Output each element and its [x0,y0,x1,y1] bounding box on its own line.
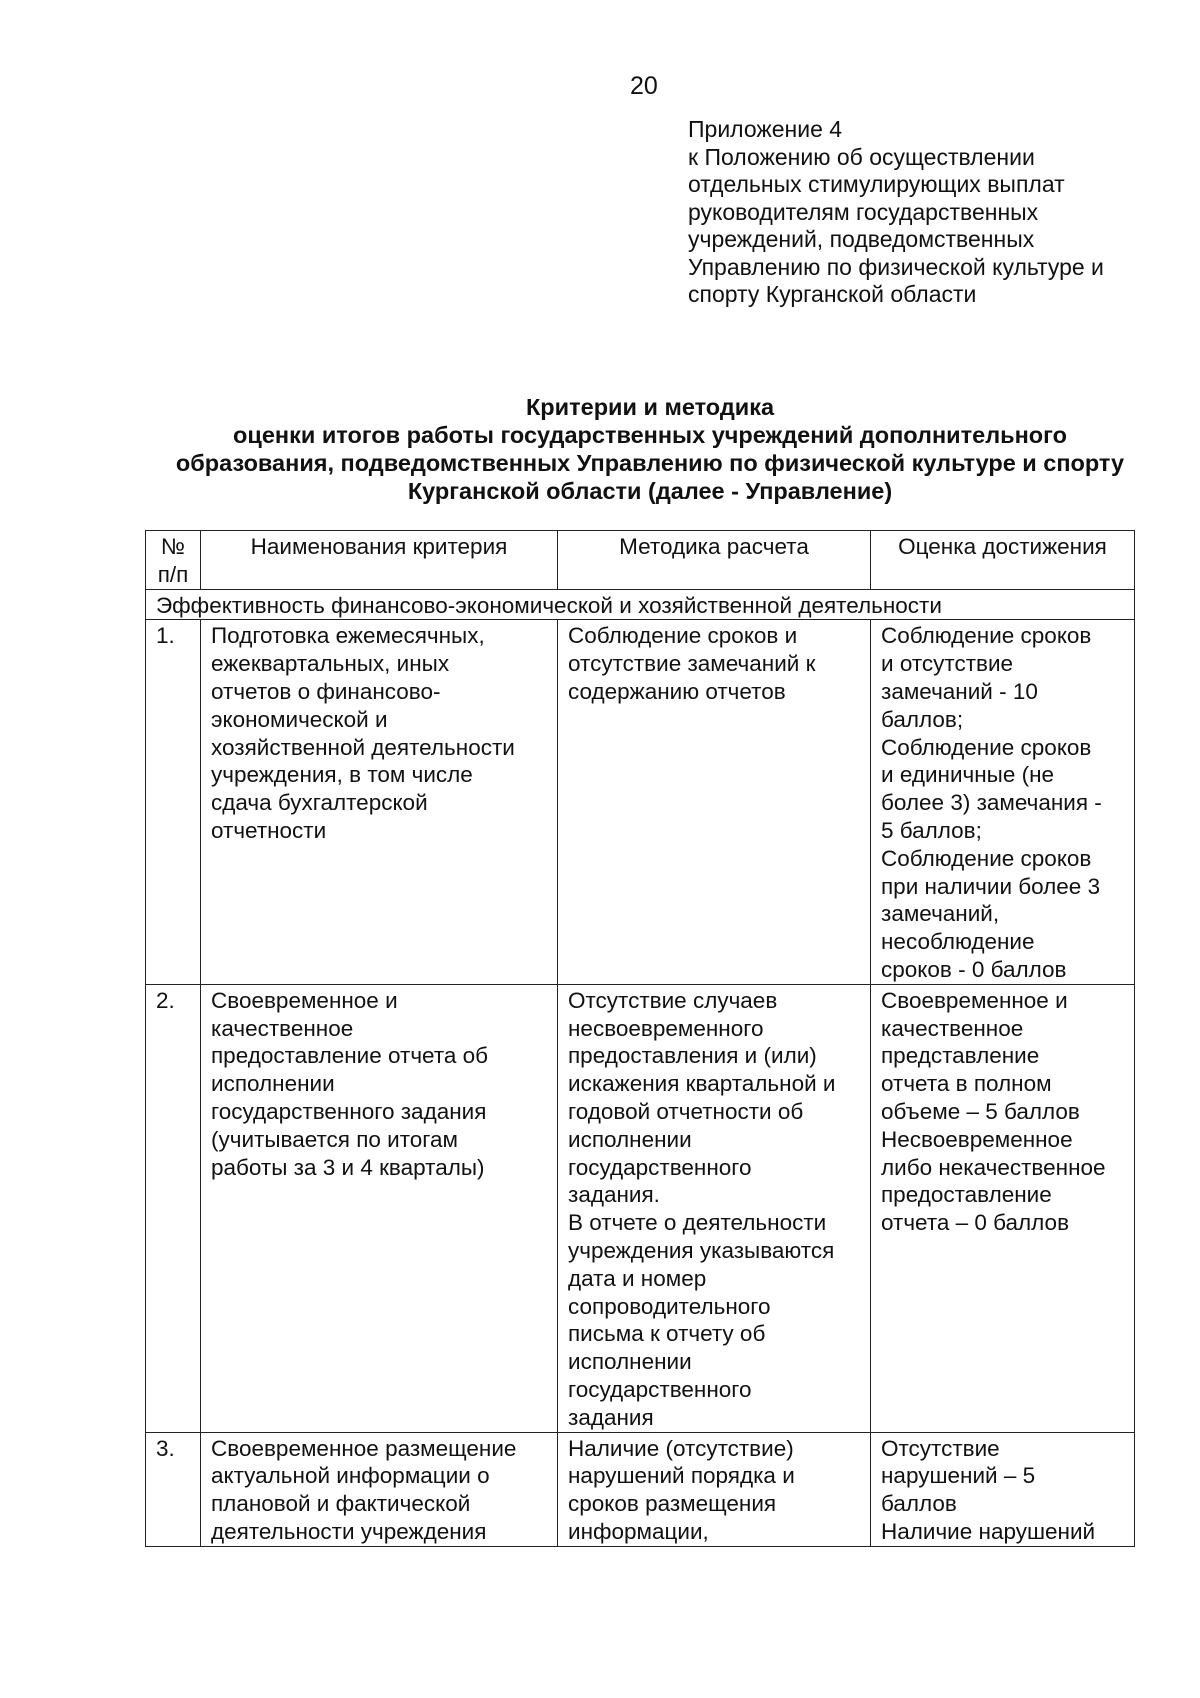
cell-line: отчета в полном [881,1071,1052,1097]
cell-line: (учитывается по итогам [211,1126,459,1152]
table-header-row [146,531,1135,590]
criteria-table [145,530,1135,1547]
cell-line: Несвоевременное [881,1126,1073,1152]
assessment-cell [871,1432,1135,1546]
cell-line: предоставление отчета об [211,1043,489,1069]
row-number: 1. [146,620,201,984]
cell-line: работы за 3 и 4 кварталы) [211,1154,485,1180]
cell-line: письма к отчету об [568,1321,766,1347]
header-method [558,531,871,590]
document-title [100,393,1200,505]
cell-line: несоблюдение [881,929,1035,955]
cell-line: государственного [568,1154,752,1180]
cell-line: Соблюдение сроков [881,845,1092,871]
cell-line: баллов; [881,706,964,732]
cell-line: государственного [568,1376,752,1402]
cell-line: сдача бухгалтерской [211,790,428,816]
title-line: Критерии и методика [525,394,775,420]
cell-line: предоставления и (или) [568,1043,817,1069]
cell-line: сроков размещения [568,1491,777,1517]
cell-line: В отчете о деятельности [568,1210,827,1236]
cell-line: задания [568,1404,654,1430]
cell-line: нарушений – 5 [881,1463,1036,1489]
annex-line: отдельных стимулирующих выплат [688,171,1065,197]
annex-line: спорту Курганской области [688,281,977,307]
cell-line: исполнении [568,1126,692,1152]
cell-line: хозяйственной деятельности [211,734,515,760]
cell-line: Подготовка ежемесячных, [211,623,485,649]
method-cell [558,1432,871,1546]
title-line: образования, подведомственных Управлению по физической культуре и спорту [175,450,1125,476]
cell-line: актуальной информации о [211,1463,490,1489]
annex-header [688,116,1188,309]
table-row [146,620,1135,984]
cell-line: Соблюдение сроков [881,623,1092,649]
assessment-cell [871,984,1135,1432]
cell-line: информации, [568,1518,709,1544]
annex-line: Управлению по физической культуре и [688,253,1104,280]
cell-line: исполнении [211,1071,335,1097]
header-text: Методика расчета [619,534,809,559]
cell-line: качественное [881,1015,1024,1041]
cell-line: и отсутствие [881,651,1014,677]
cell-line: ежеквартальных, иных [211,651,450,677]
cell-line: сроков - 0 баллов [881,956,1067,982]
cell-line: качественное [211,1015,354,1041]
cell-line: более 3) замечания - [881,790,1102,816]
page-number: 20 [630,72,658,100]
cell-line: деятельности учреждения [211,1518,487,1544]
cell-line: учреждения указываются [568,1237,835,1263]
cell-line: отчетов о финансово- [211,678,441,704]
cell-line: сопроводительного [568,1293,771,1319]
cell-line: плановой и фактической [211,1491,471,1517]
criterion-cell [201,1432,558,1546]
cell-line: несвоевременного [568,1015,764,1041]
cell-line: объеме – 5 баллов [881,1098,1080,1124]
cell-line: и единичные (не [881,762,1055,788]
cell-line: отчетности [211,817,327,843]
assessment-cell [871,620,1135,984]
annex-line: руководителям государственных [688,198,1039,225]
cell-line: искажения квартальной и [568,1071,836,1097]
annex-line: Приложение 4 [688,116,843,142]
cell-line: представление [881,1043,1040,1069]
annex-line: к Положению об осуществлении [688,143,1035,170]
cell-line: замечаний - 10 [881,678,1038,704]
row-number: 3. [146,1432,201,1546]
header-text: Оценка достижения [898,534,1107,559]
title-line: оценки итогов работы государственных учреждений дополнительного [233,422,1067,448]
criterion-cell [201,620,558,984]
method-cell [558,620,871,984]
cell-line: годовой отчетности об [568,1098,804,1124]
cell-line: Отсутствие случаев [568,987,778,1013]
cell-line: содержанию отчетов [568,678,786,704]
method-cell [558,984,871,1432]
annex-line: учреждений, подведомственных [688,226,1035,252]
cell-line: Наличие (отсутствие) [568,1435,794,1461]
header-criterion [201,531,558,590]
cell-line: нарушений порядка и [568,1463,795,1489]
cell-line: отсутствие замечаний к [568,651,816,677]
cell-line: Своевременное и [881,987,1068,1013]
header-text: Наименования критерия [250,534,508,559]
header-num [146,531,201,590]
cell-line: Соблюдение сроков [881,734,1092,760]
cell-line: государственного задания [211,1098,487,1124]
table-row [146,1432,1135,1546]
cell-line: Отсутствие [881,1435,1000,1461]
cell-line: дата и номер [568,1265,707,1291]
cell-line: при наличии более 3 [881,873,1101,899]
row-number: 2. [146,984,201,1432]
section-title: Эффективность финансово-экономической и хозяйственной деятельности [146,589,1135,620]
criterion-cell [201,984,558,1432]
cell-line: 5 баллов; [881,817,982,843]
table-row [146,984,1135,1432]
cell-line: предоставление [881,1182,1052,1208]
cell-line: задания. [568,1182,660,1208]
cell-line: учреждения, в том числе [211,762,473,788]
cell-line: исполнении [568,1349,692,1375]
cell-line: Соблюдение сроков и [568,623,798,649]
cell-line: либо некачественное [881,1154,1106,1180]
header-text: п/п [157,561,189,587]
cell-line: замечаний, [881,901,1000,927]
cell-line: экономической и [211,706,388,732]
header-text: № [160,534,186,559]
cell-line: баллов [881,1491,957,1517]
cell-line: Своевременное размещение [211,1435,517,1461]
cell-line: Наличие нарушений [881,1518,1096,1544]
cell-line: отчета – 0 баллов [881,1210,1070,1236]
cell-line: Своевременное и [211,987,398,1013]
header-assessment [871,531,1135,590]
section-row [146,589,1135,620]
title-line: Курганской области (далее - Управление) [407,478,893,504]
